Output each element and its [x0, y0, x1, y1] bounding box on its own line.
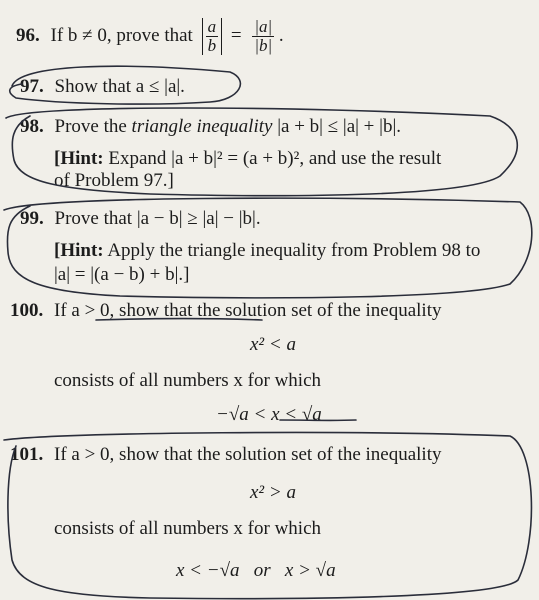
solution-101: x < −√a or x > √a: [176, 560, 336, 581]
consists-text-100: consists of all numbers x for which: [54, 370, 322, 391]
fraction-rhs: [252, 18, 274, 55]
problem-96: [16, 18, 284, 55]
hint-99-line-1: [54, 240, 480, 262]
problem-text: Prove the: [54, 116, 127, 137]
abs-fraction-lhs: [202, 18, 223, 55]
inequality-101: x² > a: [250, 482, 296, 503]
numerator: |a|: [254, 17, 273, 36]
problem-text: If a > 0, show that the solution set of the inequality: [54, 300, 442, 321]
hint-text: Apply the triangle inequality from Problem 98 to: [107, 240, 481, 261]
equals-sign: =: [230, 24, 242, 46]
period: .: [278, 24, 284, 46]
solution-100: −√a < x < √a: [216, 404, 322, 425]
problem-text: Prove that |a − b| ≥ |a| − |b|.: [54, 208, 261, 229]
problem-101: [10, 444, 441, 466]
problem-97: [20, 76, 185, 98]
problem-number: 101.: [10, 444, 44, 465]
numerator: a: [207, 17, 217, 36]
problem-number: 97.: [20, 76, 44, 97]
hint-98-line-2: of Problem 97.]: [54, 170, 174, 191]
emphasis-term: triangle inequality: [131, 116, 273, 137]
problem-number: 100.: [10, 300, 44, 321]
hint-label: [Hint:: [54, 148, 104, 169]
hint-label: [Hint:: [54, 240, 104, 261]
hint-99-line-2: |a| = |(a − b) + b|.]: [54, 264, 190, 285]
hint-text: Expand |a + b|² = (a + b)², and use the result: [108, 148, 442, 169]
problem-98: [20, 116, 401, 138]
problem-100: [10, 300, 441, 322]
problem-text: If a > 0, show that the solution set of the inequality: [54, 444, 442, 465]
problem-text: Show that a ≤ |a|.: [54, 76, 185, 97]
consists-text-101: consists of all numbers x for which: [54, 518, 322, 539]
denominator: |b|: [254, 36, 273, 55]
hint-98-line-1: [54, 148, 441, 170]
denominator: b: [207, 36, 217, 55]
problem-number: 99.: [20, 208, 44, 229]
problem-number: 96.: [16, 24, 40, 46]
problem-99: [20, 208, 261, 230]
inequality-100: x² < a: [250, 334, 296, 355]
problem-formula: |a + b| ≤ |a| + |b|.: [277, 116, 401, 137]
problem-text: If b ≠ 0, prove that: [50, 24, 193, 46]
problem-number: 98.: [20, 116, 44, 137]
fraction: [206, 18, 219, 55]
